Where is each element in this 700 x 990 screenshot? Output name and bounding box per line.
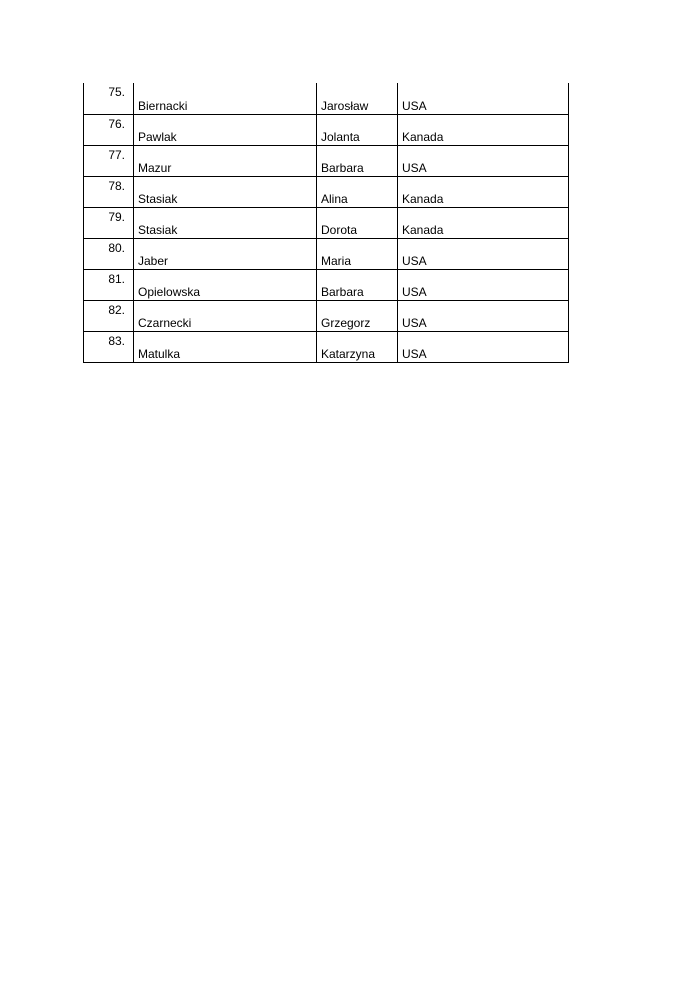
last-name: Opielowska bbox=[138, 284, 201, 299]
country: USA bbox=[402, 315, 427, 330]
row-number: 83. bbox=[108, 333, 125, 348]
last-name-cell bbox=[134, 331, 317, 362]
country-cell bbox=[398, 207, 569, 238]
last-name: Stasiak bbox=[138, 191, 178, 206]
country-cell bbox=[398, 238, 569, 269]
row-number: 81. bbox=[108, 271, 125, 286]
country-cell bbox=[398, 114, 569, 145]
row-number: 80. bbox=[108, 240, 125, 255]
roster-table-body bbox=[84, 83, 569, 362]
row-number-cell bbox=[84, 176, 134, 207]
row-number-cell bbox=[84, 145, 134, 176]
last-name: Biernacki bbox=[138, 98, 188, 113]
row-number: 77. bbox=[108, 147, 125, 162]
row-number-cell bbox=[84, 207, 134, 238]
last-name-cell bbox=[134, 300, 317, 331]
first-name: Grzegorz bbox=[321, 315, 371, 330]
first-name: Dorota bbox=[321, 222, 358, 237]
table-row bbox=[84, 207, 569, 238]
first-name: Alina bbox=[321, 191, 348, 206]
first-name: Maria bbox=[321, 253, 352, 268]
table-row bbox=[84, 176, 569, 207]
country-cell bbox=[398, 269, 569, 300]
last-name: Pawlak bbox=[138, 129, 177, 144]
row-number-cell bbox=[84, 331, 134, 362]
last-name-cell bbox=[134, 269, 317, 300]
first-name: Katarzyna bbox=[321, 346, 376, 361]
first-name-cell bbox=[317, 207, 398, 238]
country: USA bbox=[402, 284, 427, 299]
first-name-cell bbox=[317, 114, 398, 145]
table-row bbox=[84, 238, 569, 269]
country: USA bbox=[402, 346, 427, 361]
country-cell bbox=[398, 176, 569, 207]
last-name-cell bbox=[134, 145, 317, 176]
row-number: 82. bbox=[108, 302, 125, 317]
last-name: Matulka bbox=[138, 346, 181, 361]
row-number-cell bbox=[84, 300, 134, 331]
row-number-cell bbox=[84, 238, 134, 269]
row-number: 78. bbox=[108, 178, 125, 193]
last-name-cell bbox=[134, 176, 317, 207]
row-number: 79. bbox=[108, 209, 125, 224]
country: Kanada bbox=[402, 222, 444, 237]
row-number: 76. bbox=[108, 116, 125, 131]
first-name: Barbara bbox=[321, 284, 364, 299]
country: Kanada bbox=[402, 191, 444, 206]
last-name: Mazur bbox=[138, 160, 172, 175]
roster-table bbox=[83, 83, 569, 363]
country-cell bbox=[398, 300, 569, 331]
row-number-cell bbox=[84, 269, 134, 300]
first-name-cell bbox=[317, 300, 398, 331]
last-name: Stasiak bbox=[138, 222, 178, 237]
last-name-cell bbox=[134, 114, 317, 145]
table-row bbox=[84, 145, 569, 176]
table-row bbox=[84, 300, 569, 331]
row-number-cell bbox=[84, 114, 134, 145]
country: USA bbox=[402, 253, 427, 268]
table-row bbox=[84, 83, 569, 114]
first-name-cell bbox=[317, 269, 398, 300]
last-name-cell bbox=[134, 238, 317, 269]
country-cell bbox=[398, 83, 569, 114]
table-row bbox=[84, 269, 569, 300]
first-name: Jolanta bbox=[321, 129, 360, 144]
country: Kanada bbox=[402, 129, 444, 144]
first-name-cell bbox=[317, 331, 398, 362]
row-number-cell bbox=[84, 83, 134, 114]
first-name-cell bbox=[317, 145, 398, 176]
first-name: Barbara bbox=[321, 160, 364, 175]
country-cell bbox=[398, 331, 569, 362]
first-name-cell bbox=[317, 238, 398, 269]
table-row bbox=[84, 331, 569, 362]
table-row bbox=[84, 114, 569, 145]
first-name-cell bbox=[317, 176, 398, 207]
country: USA bbox=[402, 160, 427, 175]
last-name: Czarnecki bbox=[138, 315, 192, 330]
last-name-cell bbox=[134, 207, 317, 238]
last-name: Jaber bbox=[138, 253, 169, 268]
first-name-cell bbox=[317, 83, 398, 114]
country-cell bbox=[398, 145, 569, 176]
first-name: Jarosław bbox=[321, 98, 369, 113]
row-number: 75. bbox=[108, 85, 125, 99]
country: USA bbox=[402, 98, 427, 113]
last-name-cell bbox=[134, 83, 317, 114]
